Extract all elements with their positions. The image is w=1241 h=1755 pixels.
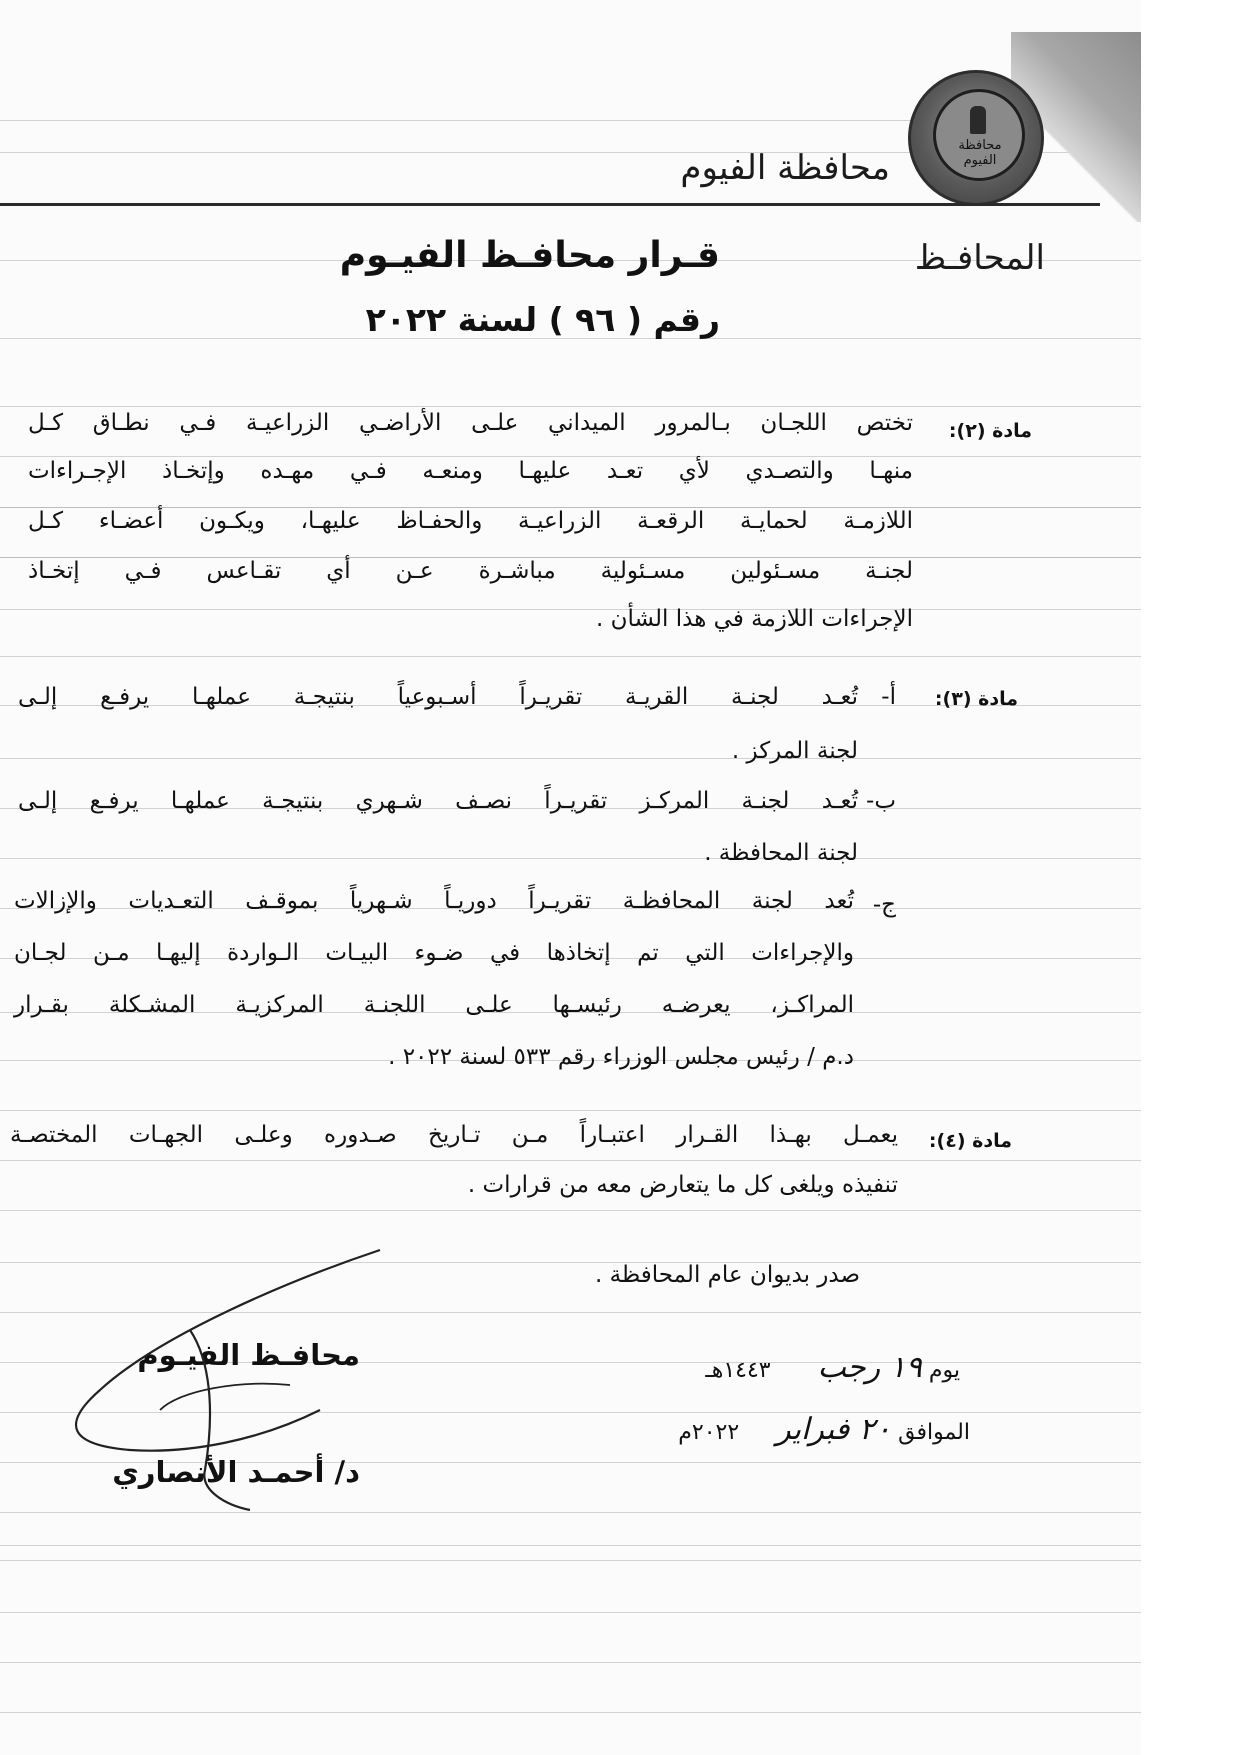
- hijri-date-handwritten: ١٩ رجب: [817, 1350, 922, 1385]
- ruled-line: [0, 406, 1141, 407]
- article-2-label: مادة (٢):: [948, 420, 1032, 442]
- article-2-line: اللازمـة لحمايـة الرقعـة الزراعيـة والحفـاظ عليهـا، ويكـون أعضـاء كـل: [28, 508, 913, 534]
- seal-emblem: [933, 89, 1025, 181]
- ruled-line: [0, 1612, 1141, 1613]
- gregorian-date-handwritten: ٢٠ فبراير: [776, 1412, 892, 1447]
- ruled-line: [0, 1662, 1141, 1663]
- ruled-line: [0, 1210, 1141, 1211]
- page-margin: [1141, 0, 1241, 1755]
- article-2-line: تختص اللجـان بـالمرور الميداني علـى الأراضـي الزراعيـة فـي نطـاق كـل: [28, 410, 913, 436]
- signatory-name: د/ أحمـد الأنصاري: [112, 1455, 360, 1489]
- ruled-line: [0, 1110, 1141, 1111]
- hijri-date: [610, 1350, 960, 1385]
- article-2-line: لجنـة مسـئولين مسـئولية مباشـرة عـن أي تقـاعس فـي إتخـاذ: [28, 558, 913, 584]
- gregorian-year: ٢٠٢٢م: [678, 1420, 740, 1445]
- gregorian-prefix: الموافق: [898, 1420, 970, 1445]
- office-title: المحافـظ: [914, 238, 1045, 278]
- item-c-marker: ج-: [872, 892, 896, 918]
- item-c-line: المراكـز، يعرضـه رئيسـها علـى اللجنـة المركزيـة المشـكلة بقـرار: [14, 992, 854, 1018]
- governorate-name: محافظة الفيوم: [680, 148, 890, 188]
- eagle-emblem-icon: [970, 106, 986, 134]
- decision-title: قـرار محافـظ الفيـوم: [339, 235, 720, 276]
- item-b-line: تُعـد لجنـة المركـز تقريـراً نصـف شـهري بنتيجـة عملهـا يرفـع إلـى: [18, 788, 858, 814]
- ruled-line: [0, 656, 1141, 657]
- item-c-line: والإجراءات التي تم إتخاذها في ضـوء البيـات الـواردة إليهـا مـن لجـان: [14, 940, 854, 966]
- article-2-line: منهـا والتصـدي لأي تعـد عليهـا ومنعـه فـي مهـده وإتخـاذ الإجـراءات: [28, 458, 913, 484]
- item-c-line: د.م / رئيس مجلس الوزراء رقم ٥٣٣ لسنة ٢٠٢٢ .: [388, 1044, 854, 1070]
- issued-statement: صدر بديوان عام المحافظة .: [594, 1262, 860, 1288]
- article-4-line: يعمـل بهـذا القـرار اعتبـاراً مـن تـاريخ صـدوره وعلـى الجهـات المختصـة: [10, 1122, 898, 1148]
- day-prefix: يوم: [928, 1358, 960, 1383]
- signatory-title: محافـظ الفيـوم: [137, 1338, 360, 1372]
- decision-number: رقم ( ٩٦ ) لسنة ٢٠٢٢: [365, 300, 720, 339]
- gregorian-date: [610, 1412, 970, 1447]
- item-c-line: تُعد لجنة المحافظـة تقريـراً دوريـاً شـهرياً بموقـف التعـديات والإزالات: [14, 888, 854, 914]
- article-2-line: الإجراءات اللازمة في هذا الشأن .: [596, 606, 913, 632]
- seal-label: محافظة الفيوم: [958, 138, 1002, 168]
- item-a-line: تُعـد لجنـة القريـة تقريـراً أسـبوعياً بنتيجـة عملهـا يرفـع إلـى: [18, 684, 858, 710]
- item-b-line: لجنة المحافظة .: [704, 840, 858, 866]
- ruled-line: [0, 1545, 1141, 1546]
- governorate-seal-logo: [908, 70, 1044, 206]
- hijri-year: ١٤٤٣هـ: [705, 1358, 771, 1383]
- ruled-line: [0, 1160, 1141, 1161]
- header-divider: [0, 203, 1100, 206]
- item-a-line: لجنة المركز .: [731, 738, 858, 764]
- article-4-label: مادة (٤):: [928, 1130, 1012, 1152]
- item-b-marker: ب-: [866, 788, 896, 814]
- article-4-line: تنفيذه ويلغى كل ما يتعارض معه من قرارات .: [467, 1172, 898, 1198]
- handwritten-signature: [40, 1240, 400, 1520]
- ruled-line: [0, 1712, 1141, 1713]
- ruled-line: [0, 456, 1141, 457]
- article-3-label: مادة (٣):: [934, 688, 1018, 710]
- item-a-marker: أ-: [881, 684, 896, 710]
- ruled-line: [0, 1560, 1141, 1561]
